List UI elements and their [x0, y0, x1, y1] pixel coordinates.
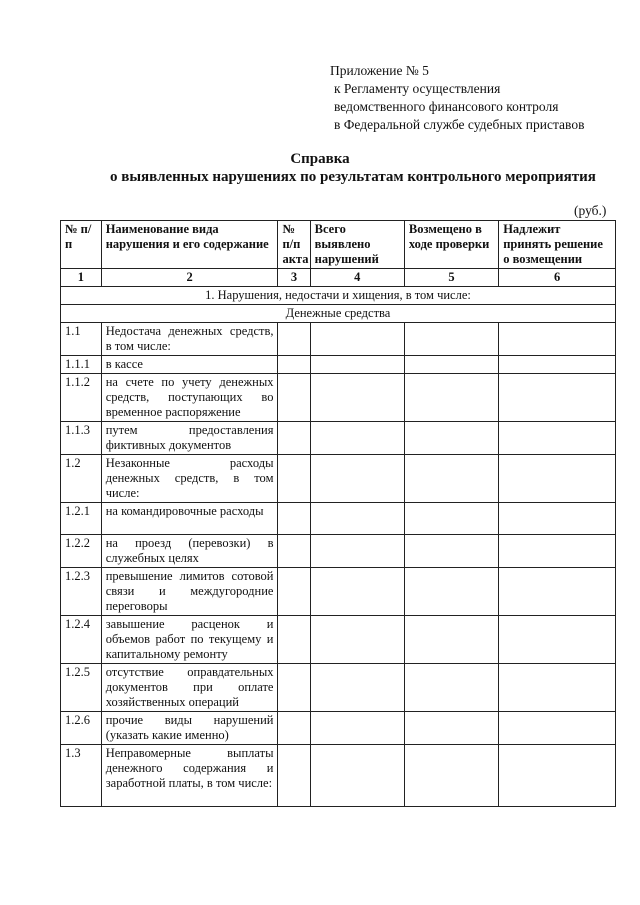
row-description: Неправомерные выплаты денежного содержания и заработной платы, в том числе:	[101, 745, 278, 807]
row-description: Незаконные расходы денежных средств, в том числе:	[101, 455, 278, 503]
column-number: 5	[404, 269, 498, 287]
row-description: превышение лимитов сотовой связи и междугородние переговоры	[101, 568, 278, 616]
subsection-heading-row	[61, 305, 616, 323]
header-act: № п/п акта	[278, 221, 310, 269]
header-compensated: Возмещено в ходе проверки	[404, 221, 498, 269]
empty-cell	[310, 503, 404, 535]
row-description: на проезд (перевозки) в служебных целях	[101, 535, 278, 568]
header-name: Наименование вида нарушения и его содержание	[101, 221, 278, 269]
empty-cell	[278, 356, 310, 374]
table-row	[61, 455, 616, 503]
empty-cell	[310, 712, 404, 745]
row-description: прочие виды нарушений (указать какие именно)	[101, 712, 278, 745]
empty-cell	[499, 455, 616, 503]
document-subtitle: о выявленных нарушениях по результатам контрольного мероприятия	[110, 169, 596, 185]
empty-cell	[404, 323, 498, 356]
empty-cell	[310, 323, 404, 356]
empty-cell	[310, 356, 404, 374]
empty-cell	[310, 422, 404, 455]
empty-cell	[278, 712, 310, 745]
empty-cell	[404, 616, 498, 664]
table-row	[61, 745, 616, 807]
empty-cell	[310, 745, 404, 807]
row-number: 1.2.4	[61, 616, 102, 664]
table-row	[61, 503, 616, 535]
subsection-heading: Денежные средства	[61, 305, 616, 323]
appendix-line-3: ведомственного финансового контроля	[334, 99, 559, 114]
column-number: 2	[101, 269, 278, 287]
empty-cell	[278, 745, 310, 807]
empty-cell	[404, 712, 498, 745]
units-label: (руб.)	[574, 203, 607, 218]
row-number: 1.3	[61, 745, 102, 807]
empty-cell	[278, 664, 310, 712]
row-description: завышение расценок и объемов работ по текущему и капитальному ремонту	[101, 616, 278, 664]
empty-cell	[278, 535, 310, 568]
empty-cell	[499, 616, 616, 664]
empty-cell	[499, 568, 616, 616]
empty-cell	[278, 455, 310, 503]
document-title: Справка	[290, 151, 350, 167]
empty-cell	[404, 374, 498, 422]
row-number: 1.2.3	[61, 568, 102, 616]
empty-cell	[404, 455, 498, 503]
appendix-line-2: к Регламенту осуществления	[334, 81, 501, 96]
row-number: 1.1.2	[61, 374, 102, 422]
appendix-line-4: в Федеральной службе судебных приставов	[334, 117, 585, 132]
row-number: 1.1	[61, 323, 102, 356]
row-description: отсутствие оправдательных документов при оплате хозяйственных операций	[101, 664, 278, 712]
empty-cell	[499, 323, 616, 356]
empty-cell	[310, 616, 404, 664]
row-number: 1.2.2	[61, 535, 102, 568]
empty-cell	[310, 455, 404, 503]
empty-cell	[278, 568, 310, 616]
table-row	[61, 356, 616, 374]
header-decision: Надлежит принять решение о возмещении	[499, 221, 616, 269]
empty-cell	[499, 535, 616, 568]
table-row	[61, 664, 616, 712]
empty-cell	[278, 374, 310, 422]
empty-cell	[278, 616, 310, 664]
empty-cell	[310, 568, 404, 616]
violations-table	[60, 220, 616, 807]
header-total: Всего выявлено нарушений	[310, 221, 404, 269]
empty-cell	[499, 422, 616, 455]
empty-cell	[278, 503, 310, 535]
empty-cell	[310, 664, 404, 712]
empty-cell	[310, 374, 404, 422]
row-number: 1.2.6	[61, 712, 102, 745]
empty-cell	[404, 535, 498, 568]
column-number: 4	[310, 269, 404, 287]
row-number: 1.2.1	[61, 503, 102, 535]
row-number: 1.2.5	[61, 664, 102, 712]
table-row	[61, 712, 616, 745]
empty-cell	[278, 422, 310, 455]
row-description: в кассе	[101, 356, 278, 374]
column-number: 6	[499, 269, 616, 287]
empty-cell	[278, 323, 310, 356]
empty-cell	[499, 712, 616, 745]
column-number-row	[61, 269, 616, 287]
table-row	[61, 374, 616, 422]
empty-cell	[404, 745, 498, 807]
row-description: на командировочные расходы	[101, 503, 278, 535]
empty-cell	[404, 503, 498, 535]
table-row	[61, 422, 616, 455]
empty-cell	[404, 568, 498, 616]
empty-cell	[404, 664, 498, 712]
table-header-row	[61, 221, 616, 269]
empty-cell	[404, 356, 498, 374]
row-description: Недостача денежных средств, в том числе:	[101, 323, 278, 356]
empty-cell	[499, 374, 616, 422]
section-heading: 1. Нарушения, недостачи и хищения, в том числе:	[61, 287, 616, 305]
empty-cell	[499, 503, 616, 535]
row-description: путем предоставления фиктивных документов	[101, 422, 278, 455]
appendix-line-1: Приложение № 5	[330, 63, 429, 78]
row-number: 1.1.1	[61, 356, 102, 374]
empty-cell	[499, 664, 616, 712]
empty-cell	[499, 745, 616, 807]
table-row	[61, 323, 616, 356]
table-row	[61, 568, 616, 616]
empty-cell	[310, 535, 404, 568]
empty-cell	[404, 422, 498, 455]
table-row	[61, 616, 616, 664]
section-heading-row	[61, 287, 616, 305]
row-number: 1.1.3	[61, 422, 102, 455]
column-number: 1	[61, 269, 102, 287]
header-num: № п/п	[61, 221, 102, 269]
table-row	[61, 535, 616, 568]
empty-cell	[499, 356, 616, 374]
appendix-block	[330, 62, 584, 134]
row-description: на счете по учету денежных средств, поступающих во временное распоряжение	[101, 374, 278, 422]
row-number: 1.2	[61, 455, 102, 503]
column-number: 3	[278, 269, 310, 287]
